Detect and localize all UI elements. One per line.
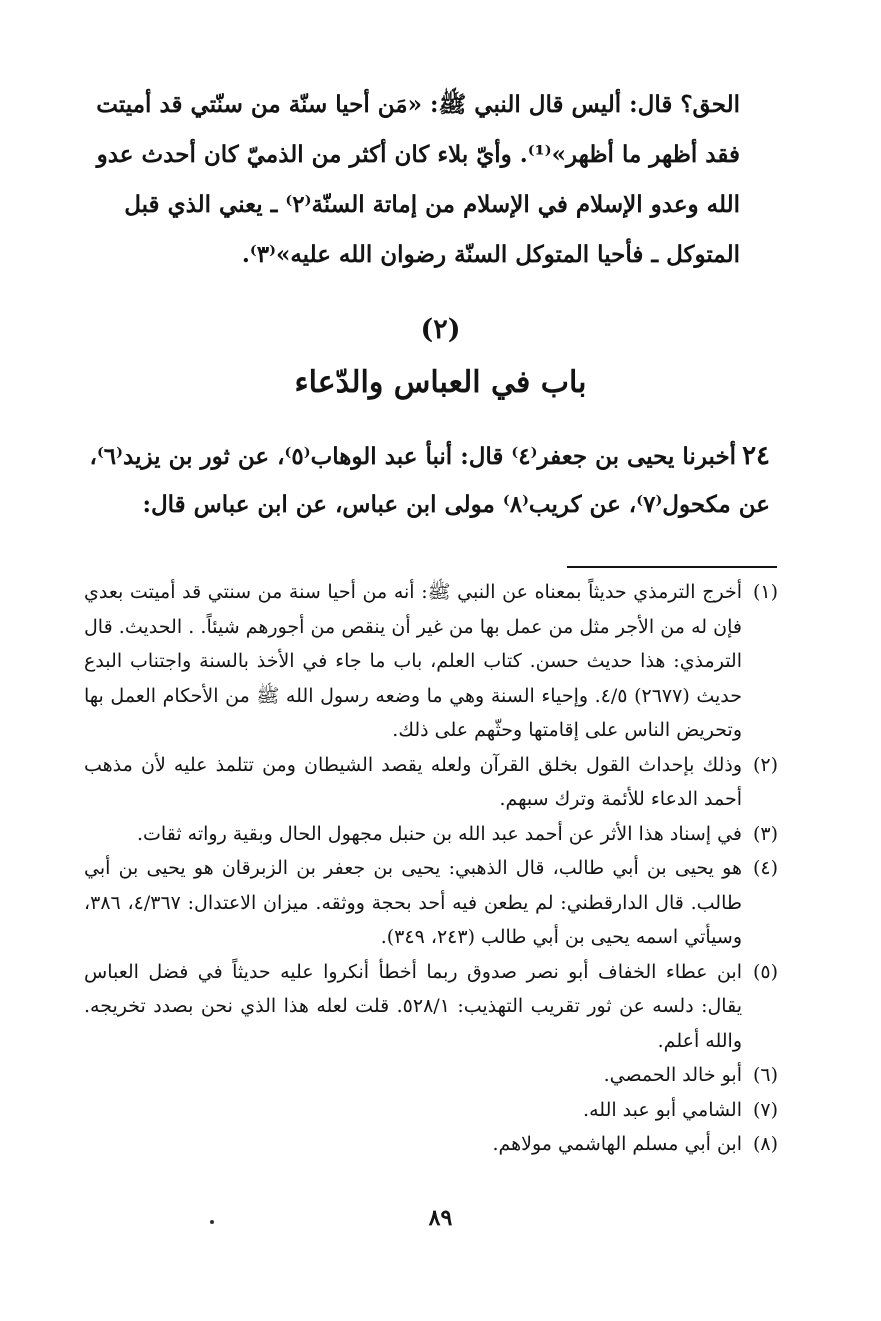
- main-text-line: المتوكل ـ فأحيا المتوكل السنّة رضوان الله عليه»⁽٣⁾.: [241, 241, 740, 268]
- footnote-number: (٨): [752, 1133, 778, 1155]
- footnote-text: أخرج الترمذي حديثاً بمعناه عن النبي ﷺ: أنه من أحيا سنة من سنتي قد أميتت بعدي فإن له من الأجر مثل من عمل بها من غير أن ينقص من أجورهم شيئاً. . الحديث. قال الترمذي: هذا حديث حسن. كتاب العلم، باب ما جاء في الأخذ بالسنة واجتناب البدع حديث (٢٦٧٧) ٤/٥. وإحياء السنة وهي ما وضعه رسول الله ﷺ من الأحكام العمل بها وتحريض الناس على إقامتها وحثّهم على ذلك.: [84, 581, 743, 741]
- footnote: [84, 817, 778, 852]
- footnote-text: في إسناد هذا الأثر عن أحمد عبد الله بن حنبل مجهول الحال وبقية رواته ثقات.: [137, 822, 742, 845]
- footnote-number: (٤): [752, 857, 778, 879]
- section-number: (٢): [420, 314, 461, 345]
- hadith-line-2: عن مكحول⁽٧⁾، عن كريب⁽٨⁾ مولى ابن عباس، عن ابن عباس قال:: [142, 491, 770, 518]
- main-text-line: فقد أظهر ما أظهر»⁽¹⁾. وأيّ بلاء كان أكثر من الذميّ كان أحدث عدو: [96, 141, 740, 168]
- footnote-text: الشامي أبو عبد الله.: [583, 1098, 742, 1121]
- footnote-text: ابن أبي مسلم الهاشمي مولاهم.: [492, 1133, 742, 1155]
- page-number: ٨٩: [428, 1205, 453, 1231]
- hadith-block: [80, 432, 770, 529]
- footnote-number: (٧): [752, 1098, 778, 1121]
- footnote-text: ابن عطاء الخفاف أبو نصر صدوق ربما أخطأ أنكروا عليه حديثاً في فضل العباس يقال: دلسه عن ثور تقريب التهذيب: ٥٢٨/١. قلت لعله هذا الذي نحن بصدد تخريجه. والله أعلم.: [84, 960, 742, 1052]
- main-text-line: الحق؟ قال: أليس قال النبي ﷺ: «مَن أحيا سنّة من سنّتي قد أميتت: [96, 91, 740, 118]
- footnote: [84, 575, 778, 748]
- footnotes: [84, 575, 778, 1162]
- footnote-text: وذلك بإحداث القول بخلق القرآن ولعله يقصد الشيطان ومن تتلمذ عليه لأن مذهب أحمد الدعاء للأئمة وترك سبهم.: [84, 753, 742, 810]
- footnote-number: (٦): [752, 1064, 778, 1086]
- main-text: [80, 80, 740, 280]
- footnote: [84, 851, 778, 955]
- footnote: [84, 1058, 778, 1093]
- hadith-number: ٢٤: [742, 441, 770, 471]
- footnote-text: أبو خالد الحمصي.: [603, 1064, 742, 1086]
- footnote-number: (١): [752, 581, 778, 603]
- footnote-number: (٣): [752, 822, 778, 845]
- hadith-line-1: [80, 432, 770, 481]
- footnote: [84, 1093, 778, 1128]
- main-text-line: الله وعدو الإسلام في الإسلام من إماتة السنّة⁽٢⁾ ـ يعني الذي قبل: [124, 191, 740, 218]
- footnote-number: (٢): [752, 753, 778, 776]
- footnote: [84, 955, 778, 1059]
- section-title: باب في العباس والدّعاء: [294, 365, 587, 400]
- footnote: [84, 1127, 778, 1162]
- print-speck: [210, 1220, 214, 1224]
- footnote-separator: [567, 566, 777, 568]
- footnote: [84, 748, 778, 817]
- hadith-text: أخبرنا يحيى بن جعفر⁽٤⁾ قال: أنبأ عبد الوهاب⁽٥⁾، عن ثور بن يزيد⁽٦⁾،: [89, 443, 737, 470]
- footnote-text: هو يحيى بن أبي طالب، قال الذهبي: يحيى بن جعفر بن الزبرقان هو يحيى بن أبي طالب. قال الدارقطني: لم يطعن فيه أحد بحجة ووثقه. ميزان الاعتدال: ٤/٣٦٧، ٣٨٦، وسيأتي اسمه يحيى بن أبي طالب (٢٤٣، ٣٤٩).: [84, 857, 742, 948]
- footnote-number: (٥): [752, 960, 778, 983]
